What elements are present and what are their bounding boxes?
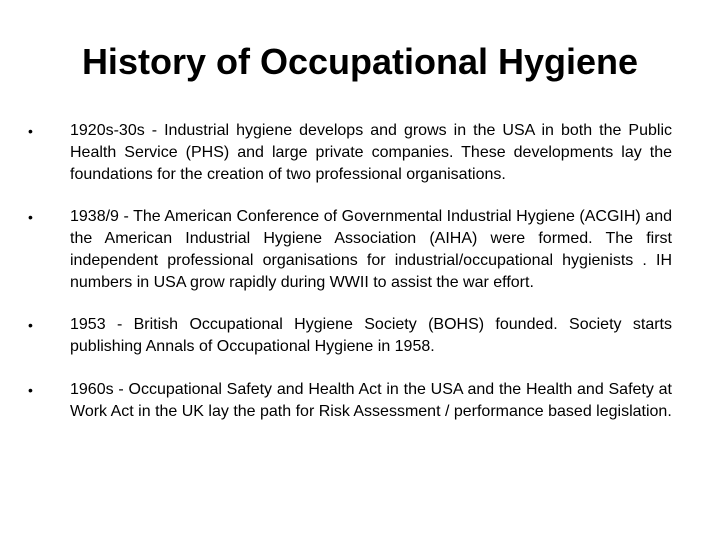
bullet-item-1920s [28, 120, 672, 186]
bullet-text: 1960s - Occupational Safety and Health Act in the USA and the Health and Safety at Work Act in the UK lay the path for Risk Assessment / performance based legislation. [70, 381, 672, 420]
bullet-item-1938 [28, 206, 672, 294]
bullet-item-1960s [28, 379, 672, 423]
bullet-icon: • [28, 209, 33, 225]
bullet-text: 1953 - British Occupational Hygiene Society (BOHS) founded. Society starts publishing Annals of Occupational Hygiene in 1958. [70, 316, 672, 355]
bullet-icon: • [28, 123, 33, 139]
bullet-text: 1920s-30s - Industrial hygiene develops and grows in the USA in both the Public Health Service (PHS) and large private companies. These developments lay the foundations for the creation of two professional organisations. [70, 122, 672, 183]
slide-title: History of Occupational Hygiene [81, 41, 639, 82]
bullet-icon: • [28, 382, 33, 398]
bullet-icon: • [28, 317, 33, 333]
bullet-list [28, 120, 672, 443]
bullet-text: 1938/9 - The American Conference of Governmental Industrial Hygiene (ACGIH) and the American Industrial Hygiene Association (AIHA) were formed. The first independent professional organisations for industrial/occupational hygienists . IH numbers in USA grow rapidly during WWII to assist the war effort. [70, 208, 672, 291]
bullet-item-1953 [28, 314, 672, 358]
